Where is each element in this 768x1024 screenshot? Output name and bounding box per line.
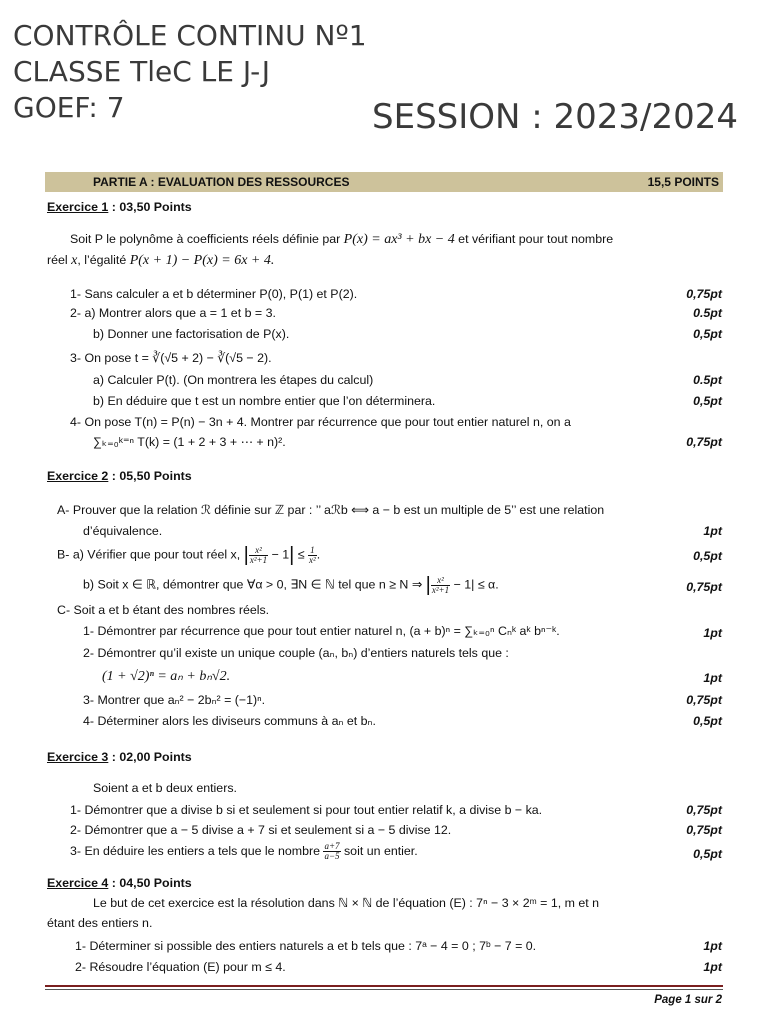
- exercise-3-question-2: 2- Démontrer que a − 5 divise a + 7 si et seulement si a − 5 divise 12.: [70, 823, 452, 837]
- page-number: Page 1 sur 2: [654, 994, 722, 1006]
- exercise-1-intro-line-1: Soit P le polynôme à coefficients réels définie par P(x) = ax³ + bx − 4 et vérifiant pour tout nombre: [70, 232, 614, 247]
- part-a-title: PARTIE A : EVALUATION DES RESSOURCES: [93, 175, 350, 189]
- exercise-1-question-1-points: 0,75pt: [686, 287, 722, 301]
- part-a-banner: [45, 172, 723, 192]
- exercise-1-title: Exercice 1 : 03,50 Points: [47, 200, 192, 214]
- exercise-3-question-1-points: 0,75pt: [686, 803, 722, 817]
- exercise-4-intro-line-2: étant des entiers n.: [47, 916, 153, 930]
- exercise-1-question-3: 3- On pose t = ∛(√5 + 2) − ∛(√5 − 2).: [70, 351, 272, 365]
- exercise-1-question-1: 1- Sans calculer a et b déterminer P(0), P(1) et P(2).: [70, 287, 358, 301]
- exercise-1-question-3a: a) Calculer P(t). (On montrera les étapes du calcul): [93, 373, 374, 387]
- part-a-points: 15,5 POINTS: [647, 175, 719, 189]
- exercise-2-part-a-line-1: A- Prouver que la relation ℛ définie sur ℤ par : ’’ aℛb ⟺ a − b est un multiple de 5’’ est une relation: [57, 503, 605, 517]
- exercise-3-question-2-points: 0,75pt: [686, 823, 722, 837]
- exercise-2-part-b-a-points: 0,5pt: [693, 549, 722, 563]
- exercise-2-part-c-2-line-1: 2- Démontrer qu’il existe un unique couple (aₙ, bₙ) d’entiers naturels tels que :: [83, 646, 509, 660]
- exercise-4-question-1-points: 1pt: [703, 939, 722, 953]
- exercise-2-part-b-a: B- a) Vérifier que pour tout réel x, | $\frac{\text{x²}}{\text{x²+1}}$ − 1| ≤ $\frac{1}{\text{x²}}$ .: [57, 544, 321, 566]
- exercise-2-part-c-4-points: 0,5pt: [693, 714, 722, 728]
- exercise-1-question-3b-points: 0,5pt: [693, 394, 722, 408]
- exercise-3-question-3: 3- En déduire les entiers a tels que le nombre $\frac{a+7}{a-5}$ soit un entier.: [70, 841, 418, 861]
- exercise-2-part-c: C- Soit a et b étant des nombres réels.: [57, 603, 270, 617]
- exercise-4-question-2-points: 1pt: [703, 960, 722, 974]
- exercise-1-question-2a: 2- a) Montrer alors que a = 1 et b = 3.: [70, 306, 276, 320]
- footer-rule-primary: [45, 985, 723, 987]
- exercise-4-question-2: 2- Résoudre l’équation (E) pour m ≤ 4.: [75, 960, 286, 974]
- exercise-1-question-2b: b) Donner une factorisation de P(x).: [93, 327, 290, 341]
- exercise-1-question-4-line-2: ∑ₖ₌₀ᵏ⁼ⁿ T(k) = (1 + 2 + 3 + ⋯ + n)².: [93, 435, 286, 449]
- exercise-3-intro: Soient a et b deux entiers.: [93, 781, 237, 795]
- exercise-2-part-c-2-points: 1pt: [703, 671, 722, 685]
- exercise-4-title: Exercice 4 : 04,50 Points: [47, 876, 192, 890]
- footer-rule-secondary: [45, 989, 723, 990]
- exercise-2-part-c-4: 4- Déterminer alors les diviseurs communs à aₙ et bₙ.: [83, 714, 376, 728]
- exercise-1-intro-line-2: réel x, l’égalité P(x + 1) − P(x) = 6x + 4.: [47, 253, 275, 268]
- exercise-3-question-3-points: 0,5pt: [693, 847, 722, 861]
- exercise-1-question-2a-points: 0.5pt: [693, 306, 722, 320]
- exercise-2-title: Exercice 2 : 05,50 Points: [47, 469, 192, 483]
- exercise-2-part-b-b-points: 0,75pt: [686, 580, 722, 594]
- exercise-1-question-2b-points: 0,5pt: [693, 327, 722, 341]
- header-line-1: CONTRÔLE CONTINU Nº1: [13, 19, 367, 52]
- exercise-1-question-4-line-1: 4- On pose T(n) = P(n) − 3n + 4. Montrer par récurrence que pour tout entier naturel n, on a: [70, 415, 571, 429]
- exercise-2-part-c-3: 3- Montrer que aₙ² − 2bₙ² = (−1)ⁿ.: [83, 693, 266, 707]
- exercise-2-part-b-b: b) Soit x ∈ ℝ, démontrer que ∀α > 0, ∃N ∈ ℕ tel que n ≥ N ⇒ | $\frac{\text{x²}}{\text{x²+1}}$ − 1| ≤ α.: [83, 574, 499, 596]
- header-line-2: CLASSE TleC LE J-J: [13, 55, 271, 88]
- exercise-2-part-a-points: 1pt: [703, 524, 722, 538]
- exercise-4-question-1: 1- Déterminer si possible des entiers naturels a et b tels que : 7ᵃ − 4 = 0 ; 7ᵇ − 7 = 0.: [75, 939, 537, 953]
- session-label: SESSION : 2023/2024: [372, 97, 739, 137]
- exercise-2-part-c-3-points: 0,75pt: [686, 693, 722, 707]
- exercise-1-question-3b: b) En déduire que t est un nombre entier que l’on déterminera.: [93, 394, 436, 408]
- header-line-3: GOEF: 7: [13, 91, 125, 124]
- exercise-4-intro-line-1: Le but de cet exercice est la résolution dans ℕ × ℕ de l’équation (E) : 7ⁿ − 3 × 2ᵐ = 1, m et n: [93, 896, 600, 910]
- exercise-1-question-4-points: 0,75pt: [686, 435, 722, 449]
- exercise-1-question-3a-points: 0.5pt: [693, 373, 722, 387]
- exercise-3-title: Exercice 3 : 02,00 Points: [47, 750, 192, 764]
- exercise-3-question-1: 1- Démontrer que a divise b si et seulement si pour tout entier relatif k, a divise b − ka.: [70, 803, 543, 817]
- exercise-2-part-a-line-2: d’équivalence.: [83, 524, 163, 538]
- exercise-2-part-c-1-points: 1pt: [703, 626, 722, 640]
- exercise-2-part-c-1: 1- Démontrer par récurrence que pour tout entier naturel n, (a + b)ⁿ = ∑ₖ₌₀ⁿ Cₙᵏ aᵏ bⁿ⁻ᵏ.: [83, 624, 560, 638]
- exercise-2-part-c-2-line-2: (1 + √2)ⁿ = aₙ + bₙ√2.: [102, 669, 231, 684]
